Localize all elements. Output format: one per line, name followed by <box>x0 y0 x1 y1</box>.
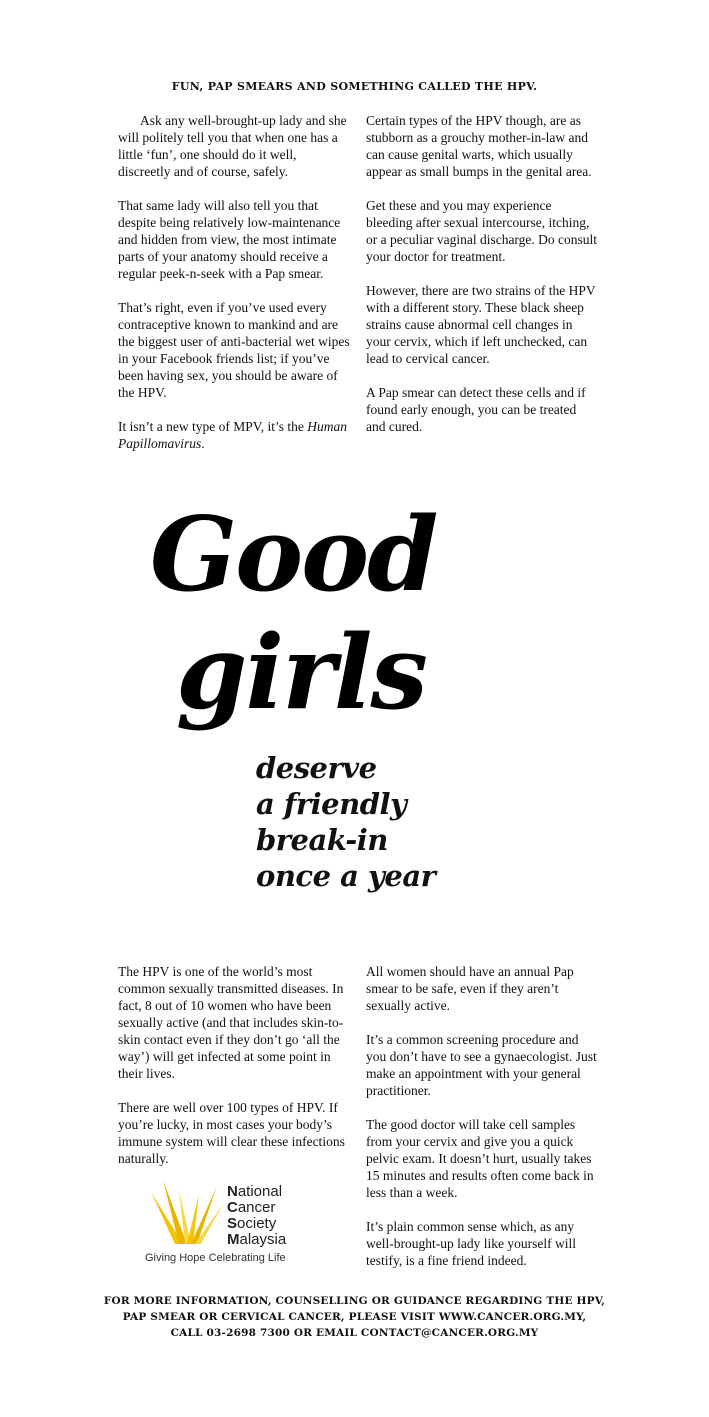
paragraph: Ask any well-brought-up lady and she will politely tell you that when one has a little ‘fun’, one should do it well, discreetly and of course, safely. <box>118 113 347 179</box>
logo-line: National <box>227 1183 283 1200</box>
logo-line: Society <box>227 1215 277 1232</box>
paragraph: It’s a common screening procedure and you don’t have to see a gynaecologist. Just make an appointment with your general practitioner. <box>366 1032 597 1098</box>
paragraph: That’s right, even if you’ve used every contraceptive known to mankind and are the biggest user of anti-bacterial wet wipes in your Facebook friends list; if you’ve been having sex, you should be aware of the HPV. <box>118 300 350 400</box>
footer-contact <box>0 1293 709 1341</box>
paragraph-lead: It isn’t a new type of MPV, it’s the <box>118 419 304 434</box>
subtext-line: deserve <box>256 751 377 785</box>
logo-wordmark <box>227 1184 286 1248</box>
paragraph-end: . <box>201 436 205 451</box>
logo-line: Malaysia <box>227 1231 287 1248</box>
paragraph: A Pap smear can detect these cells and if found early enough, you can be treated and cured. <box>366 385 586 434</box>
footer-line: FOR MORE INFORMATION, COUNSELLING OR GUIDANCE REGARDING THE HPV, <box>103 1295 606 1307</box>
paragraph: The HPV is one of the world’s most common sexually transmitted diseases. In fact, 8 out of 10 women who have been sexually active (and that includes skin-to-skin contact even if they don’t go ‘all the way’) will get infected at some point in their lives. <box>118 964 344 1081</box>
paragraph: That same lady will also tell you that despite being relatively low-maintenance and hidden from view, the most intimate parts of your anatomy should receive a regular peek-n-seek with a Pap smear. <box>118 198 341 281</box>
subtext-line: break-in <box>256 823 388 857</box>
paragraph: Certain types of the HPV though, are as stubborn as a grouchy mother-in-law and can cause genital warts, which usually appear as small bumps in the genital area. <box>366 113 592 179</box>
footer-line: PAP SMEAR OR CERVICAL CANCER, PLEASE VISIT WWW.CANCER.ORG.MY, <box>122 1311 587 1323</box>
ncsm-logo <box>145 1176 365 1271</box>
headline-girls: girls <box>176 613 426 733</box>
paragraph-italic: Human Papillomavirus <box>118 419 347 451</box>
ribbon-flame-icon <box>149 1180 225 1250</box>
paragraph: The good doctor will take cell samples from your cervix and give you a quick pelvic exam. It doesn’t hurt, usually takes 15 minutes and results often come back in less than a week. <box>366 1117 594 1200</box>
subtext-line: once a year <box>256 859 436 893</box>
paragraph: However, there are two strains of the HPV with a different story. These black sheep strains cause abnormal cell changes in your cervix, which if left unchecked, can lead to cervical cancer. <box>366 283 596 366</box>
paragraph: Get these and you may experience bleeding after sexual intercourse, itching, or a peculiar vaginal discharge. Do consult your doctor for treatment. <box>366 198 598 264</box>
column-bottom-right <box>366 963 598 1286</box>
paragraph: It’s plain common sense which, as any well-brought-up lady like yourself will testify, is a fine friend indeed. <box>366 1219 576 1268</box>
column-top-left <box>118 112 350 469</box>
headline-good: Good <box>150 495 437 615</box>
footer-line: CALL 03-2698 7300 OR EMAIL CONTACT@CANCER.ORG.MY <box>170 1327 539 1339</box>
subtext-line: a friendly <box>256 787 407 821</box>
paragraph: All women should have an annual Pap smear to be safe, even if they aren’t sexually active. <box>366 964 574 1013</box>
article-title: FUN, PAP SMEARS AND SOMETHING CALLED THE HPV. <box>171 80 538 93</box>
column-top-right <box>366 112 598 452</box>
logo-tagline: Giving Hope Celebrating Life <box>145 1252 286 1264</box>
paragraph <box>118 418 350 452</box>
logo-line: Cancer <box>227 1199 276 1216</box>
headline-subtext <box>256 750 435 894</box>
column-bottom-left <box>118 963 350 1184</box>
paragraph: There are well over 100 types of HPV. If you’re lucky, in most cases your body’s immune system will clear these infections naturally. <box>118 1100 345 1166</box>
